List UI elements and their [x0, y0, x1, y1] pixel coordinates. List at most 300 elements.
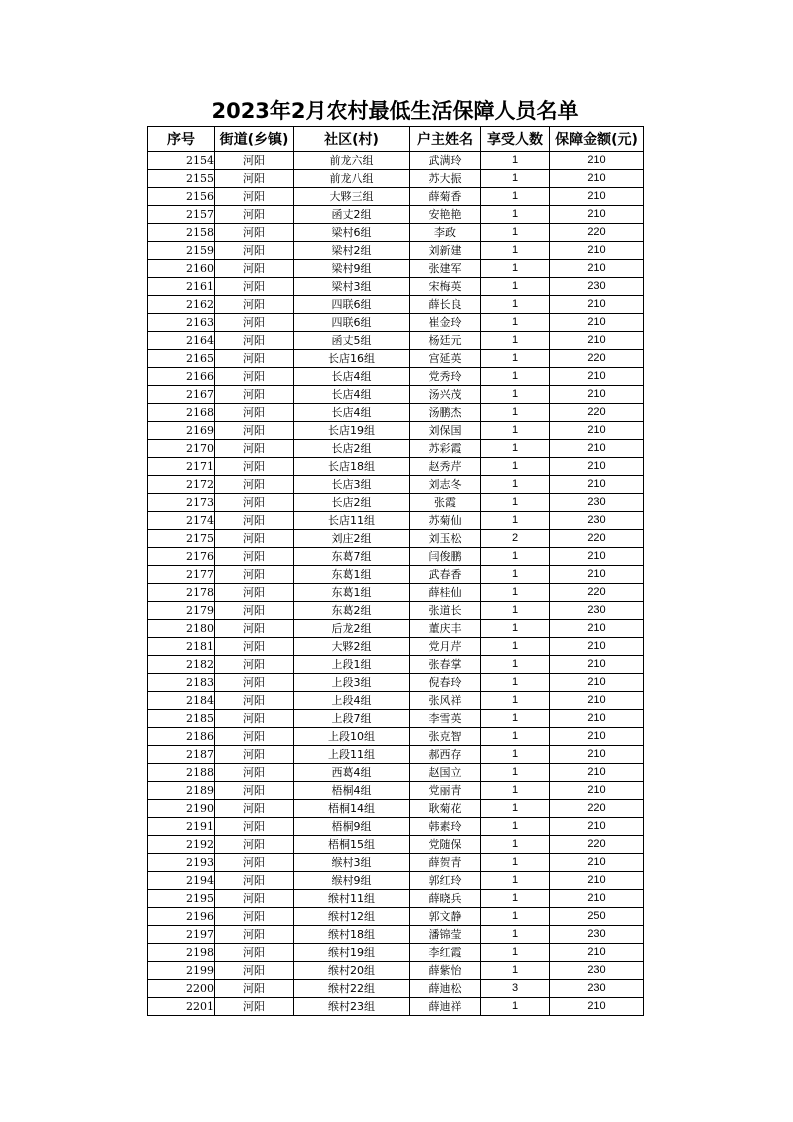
persons-cell: 1: [481, 458, 550, 476]
persons-cell: 1: [481, 242, 550, 260]
table-row: [148, 998, 644, 1016]
community-cell: 前龙八组: [294, 170, 410, 188]
street-cell: 河阳: [215, 404, 294, 422]
amount-cell: 210: [550, 854, 644, 872]
persons-cell: 1: [481, 998, 550, 1016]
persons-cell: 2: [481, 530, 550, 548]
header-amount: 保障金额(元): [550, 127, 644, 152]
table-row: [148, 494, 644, 512]
amount-cell: 230: [550, 278, 644, 296]
table-row: [148, 296, 644, 314]
householder-cell: 薛晓兵: [410, 890, 481, 908]
community-cell: 缑村23组: [294, 998, 410, 1016]
householder-cell: 李雪英: [410, 710, 481, 728]
community-cell: 上段3组: [294, 674, 410, 692]
table-row: [148, 908, 644, 926]
amount-cell: 210: [550, 998, 644, 1016]
persons-cell: 1: [481, 854, 550, 872]
table-row: [148, 368, 644, 386]
householder-cell: 党秀玲: [410, 368, 481, 386]
street-cell: 河阳: [215, 584, 294, 602]
persons-cell: 1: [481, 188, 550, 206]
householder-cell: 张建军: [410, 260, 481, 278]
amount-cell: 210: [550, 368, 644, 386]
householder-cell: 汤兴茂: [410, 386, 481, 404]
community-cell: 梧桐9组: [294, 818, 410, 836]
persons-cell: 1: [481, 350, 550, 368]
community-cell: 梁村6组: [294, 224, 410, 242]
persons-cell: 1: [481, 332, 550, 350]
community-cell: 东葛7组: [294, 548, 410, 566]
amount-cell: 220: [550, 800, 644, 818]
persons-cell: 1: [481, 368, 550, 386]
table-body: [148, 152, 644, 1016]
serial-cell: 2154: [148, 152, 215, 170]
amount-cell: 210: [550, 386, 644, 404]
community-cell: 长店4组: [294, 368, 410, 386]
serial-cell: 2200: [148, 980, 215, 998]
persons-cell: 1: [481, 638, 550, 656]
table-row: [148, 314, 644, 332]
householder-cell: 刘保国: [410, 422, 481, 440]
householder-cell: 安艳艳: [410, 206, 481, 224]
street-cell: 河阳: [215, 926, 294, 944]
community-cell: 上段4组: [294, 692, 410, 710]
street-cell: 河阳: [215, 620, 294, 638]
community-cell: 长店4组: [294, 404, 410, 422]
street-cell: 河阳: [215, 944, 294, 962]
amount-cell: 210: [550, 566, 644, 584]
householder-cell: 李政: [410, 224, 481, 242]
community-cell: 东葛1组: [294, 566, 410, 584]
table-row: [148, 584, 644, 602]
community-cell: 长店16组: [294, 350, 410, 368]
serial-cell: 2195: [148, 890, 215, 908]
community-cell: 梁村3组: [294, 278, 410, 296]
community-cell: 前龙六组: [294, 152, 410, 170]
table-row: [148, 764, 644, 782]
community-cell: 长店2组: [294, 494, 410, 512]
serial-cell: 2198: [148, 944, 215, 962]
serial-cell: 2169: [148, 422, 215, 440]
table-row: [148, 278, 644, 296]
community-cell: 缑村11组: [294, 890, 410, 908]
community-cell: 长店4组: [294, 386, 410, 404]
persons-cell: 1: [481, 476, 550, 494]
table-row: [148, 458, 644, 476]
street-cell: 河阳: [215, 188, 294, 206]
householder-cell: 苏大振: [410, 170, 481, 188]
persons-cell: 1: [481, 692, 550, 710]
header-persons: 享受人数: [481, 127, 550, 152]
table-row: [148, 800, 644, 818]
amount-cell: 210: [550, 260, 644, 278]
table-row: [148, 602, 644, 620]
serial-cell: 2172: [148, 476, 215, 494]
serial-cell: 2170: [148, 440, 215, 458]
amount-cell: 210: [550, 656, 644, 674]
amount-cell: 210: [550, 818, 644, 836]
persons-cell: 3: [481, 980, 550, 998]
header-householder: 户主姓名: [410, 127, 481, 152]
persons-cell: 1: [481, 890, 550, 908]
street-cell: 河阳: [215, 674, 294, 692]
street-cell: 河阳: [215, 566, 294, 584]
amount-cell: 220: [550, 224, 644, 242]
serial-cell: 2196: [148, 908, 215, 926]
householder-cell: 薛菊香: [410, 188, 481, 206]
amount-cell: 210: [550, 422, 644, 440]
amount-cell: 210: [550, 872, 644, 890]
street-cell: 河阳: [215, 638, 294, 656]
community-cell: 四联6组: [294, 296, 410, 314]
table-row: [148, 170, 644, 188]
persons-cell: 1: [481, 944, 550, 962]
householder-cell: 薛迪祥: [410, 998, 481, 1016]
persons-cell: 1: [481, 314, 550, 332]
community-cell: 长店19组: [294, 422, 410, 440]
table-row: [148, 926, 644, 944]
table-row: [148, 656, 644, 674]
street-cell: 河阳: [215, 206, 294, 224]
householder-cell: 武满玲: [410, 152, 481, 170]
householder-cell: 党随保: [410, 836, 481, 854]
amount-cell: 210: [550, 746, 644, 764]
amount-cell: 210: [550, 728, 644, 746]
community-cell: 四联6组: [294, 314, 410, 332]
householder-cell: 张春掌: [410, 656, 481, 674]
serial-cell: 2158: [148, 224, 215, 242]
community-cell: 大夥三组: [294, 188, 410, 206]
serial-cell: 2168: [148, 404, 215, 422]
householder-cell: 苏菊仙: [410, 512, 481, 530]
serial-cell: 2190: [148, 800, 215, 818]
persons-cell: 1: [481, 548, 550, 566]
persons-cell: 1: [481, 512, 550, 530]
amount-cell: 210: [550, 440, 644, 458]
serial-cell: 2165: [148, 350, 215, 368]
table-row: [148, 782, 644, 800]
community-cell: 缑村20组: [294, 962, 410, 980]
serial-cell: 2187: [148, 746, 215, 764]
serial-cell: 2183: [148, 674, 215, 692]
householder-cell: 党月芹: [410, 638, 481, 656]
serial-cell: 2161: [148, 278, 215, 296]
serial-cell: 2193: [148, 854, 215, 872]
table-row: [148, 152, 644, 170]
persons-cell: 1: [481, 926, 550, 944]
persons-cell: 1: [481, 170, 550, 188]
serial-cell: 2185: [148, 710, 215, 728]
table-row: [148, 818, 644, 836]
street-cell: 河阳: [215, 980, 294, 998]
street-cell: 河阳: [215, 170, 294, 188]
street-cell: 河阳: [215, 854, 294, 872]
serial-cell: 2181: [148, 638, 215, 656]
persons-cell: 1: [481, 800, 550, 818]
street-cell: 河阳: [215, 152, 294, 170]
householder-cell: 李红霞: [410, 944, 481, 962]
persons-cell: 1: [481, 278, 550, 296]
street-cell: 河阳: [215, 746, 294, 764]
serial-cell: 2186: [148, 728, 215, 746]
persons-cell: 1: [481, 818, 550, 836]
street-cell: 河阳: [215, 692, 294, 710]
serial-cell: 2167: [148, 386, 215, 404]
persons-cell: 1: [481, 584, 550, 602]
persons-cell: 1: [481, 908, 550, 926]
community-cell: 缑村9组: [294, 872, 410, 890]
community-cell: 函丈5组: [294, 332, 410, 350]
amount-cell: 250: [550, 908, 644, 926]
community-cell: 上段7组: [294, 710, 410, 728]
community-cell: 上段1组: [294, 656, 410, 674]
serial-cell: 2201: [148, 998, 215, 1016]
street-cell: 河阳: [215, 224, 294, 242]
serial-cell: 2176: [148, 548, 215, 566]
table-row: [148, 746, 644, 764]
street-cell: 河阳: [215, 764, 294, 782]
householder-cell: 郭文静: [410, 908, 481, 926]
table-row: [148, 332, 644, 350]
householder-cell: 薛贺青: [410, 854, 481, 872]
street-cell: 河阳: [215, 656, 294, 674]
persons-cell: 1: [481, 764, 550, 782]
street-cell: 河阳: [215, 278, 294, 296]
table-row: [148, 512, 644, 530]
amount-cell: 210: [550, 620, 644, 638]
householder-cell: 党丽青: [410, 782, 481, 800]
persons-cell: 1: [481, 566, 550, 584]
householder-cell: 赵秀芹: [410, 458, 481, 476]
community-cell: 梧桐15组: [294, 836, 410, 854]
table-row: [148, 890, 644, 908]
table-row: [148, 692, 644, 710]
amount-cell: 210: [550, 890, 644, 908]
community-cell: 梁村9组: [294, 260, 410, 278]
amount-cell: 210: [550, 710, 644, 728]
community-cell: 刘庄2组: [294, 530, 410, 548]
page-title: 2023年2月农村最低生活保障人员名单: [211, 99, 579, 123]
street-cell: 河阳: [215, 836, 294, 854]
amount-cell: 230: [550, 602, 644, 620]
householder-cell: 潘锦莹: [410, 926, 481, 944]
serial-cell: 2156: [148, 188, 215, 206]
table-row: [148, 620, 644, 638]
table-row: [148, 386, 644, 404]
table-row: [148, 530, 644, 548]
amount-cell: 210: [550, 188, 644, 206]
community-cell: 长店18组: [294, 458, 410, 476]
community-cell: 缑村19组: [294, 944, 410, 962]
householder-cell: 张霞: [410, 494, 481, 512]
serial-cell: 2180: [148, 620, 215, 638]
community-cell: 函丈2组: [294, 206, 410, 224]
persons-cell: 1: [481, 710, 550, 728]
householder-cell: 武春香: [410, 566, 481, 584]
street-cell: 河阳: [215, 440, 294, 458]
community-cell: 缑村3组: [294, 854, 410, 872]
serial-cell: 2182: [148, 656, 215, 674]
householder-cell: 张道长: [410, 602, 481, 620]
serial-cell: 2157: [148, 206, 215, 224]
persons-cell: 1: [481, 782, 550, 800]
amount-cell: 210: [550, 638, 644, 656]
street-cell: 河阳: [215, 512, 294, 530]
amount-cell: 210: [550, 764, 644, 782]
street-cell: 河阳: [215, 458, 294, 476]
street-cell: 河阳: [215, 728, 294, 746]
street-cell: 河阳: [215, 242, 294, 260]
street-cell: 河阳: [215, 548, 294, 566]
persons-cell: 1: [481, 386, 550, 404]
table-row: [148, 962, 644, 980]
amount-cell: 210: [550, 548, 644, 566]
street-cell: 河阳: [215, 386, 294, 404]
householder-cell: 杨廷元: [410, 332, 481, 350]
table-row: [148, 242, 644, 260]
community-cell: 梧桐14组: [294, 800, 410, 818]
street-cell: 河阳: [215, 782, 294, 800]
serial-cell: 2177: [148, 566, 215, 584]
table-row: [148, 206, 644, 224]
persons-cell: 1: [481, 674, 550, 692]
persons-cell: 1: [481, 602, 550, 620]
serial-cell: 2192: [148, 836, 215, 854]
householder-cell: 崔金玲: [410, 314, 481, 332]
serial-cell: 2184: [148, 692, 215, 710]
serial-cell: 2159: [148, 242, 215, 260]
street-cell: 河阳: [215, 998, 294, 1016]
roster-table: [147, 126, 644, 1016]
amount-cell: 210: [550, 242, 644, 260]
amount-cell: 210: [550, 152, 644, 170]
householder-cell: 张克智: [410, 728, 481, 746]
serial-cell: 2163: [148, 314, 215, 332]
amount-cell: 210: [550, 332, 644, 350]
table-row: [148, 476, 644, 494]
persons-cell: 1: [481, 152, 550, 170]
street-cell: 河阳: [215, 890, 294, 908]
street-cell: 河阳: [215, 296, 294, 314]
table-row: [148, 566, 644, 584]
amount-cell: 230: [550, 926, 644, 944]
community-cell: 大夥2组: [294, 638, 410, 656]
householder-cell: 宫延英: [410, 350, 481, 368]
householder-cell: 郝西存: [410, 746, 481, 764]
persons-cell: 1: [481, 746, 550, 764]
householder-cell: 刘玉松: [410, 530, 481, 548]
serial-cell: 2155: [148, 170, 215, 188]
street-cell: 河阳: [215, 872, 294, 890]
householder-cell: 刘新建: [410, 242, 481, 260]
street-cell: 河阳: [215, 908, 294, 926]
persons-cell: 1: [481, 494, 550, 512]
householder-cell: 薛迪松: [410, 980, 481, 998]
amount-cell: 230: [550, 962, 644, 980]
table-row: [148, 728, 644, 746]
householder-cell: 张风祥: [410, 692, 481, 710]
householder-cell: 汤鹏杰: [410, 404, 481, 422]
amount-cell: 210: [550, 476, 644, 494]
street-cell: 河阳: [215, 422, 294, 440]
amount-cell: 220: [550, 836, 644, 854]
amount-cell: 220: [550, 404, 644, 422]
serial-cell: 2162: [148, 296, 215, 314]
street-cell: 河阳: [215, 818, 294, 836]
table-row: [148, 422, 644, 440]
street-cell: 河阳: [215, 314, 294, 332]
persons-cell: 1: [481, 656, 550, 674]
street-cell: 河阳: [215, 800, 294, 818]
street-cell: 河阳: [215, 332, 294, 350]
header-serial: 序号: [148, 127, 215, 152]
table-row: [148, 854, 644, 872]
street-cell: 河阳: [215, 260, 294, 278]
table-row: [148, 440, 644, 458]
amount-cell: 230: [550, 980, 644, 998]
community-cell: 后龙2组: [294, 620, 410, 638]
amount-cell: 210: [550, 692, 644, 710]
householder-cell: 董庆丰: [410, 620, 481, 638]
community-cell: 缑村22组: [294, 980, 410, 998]
community-cell: 缑村18组: [294, 926, 410, 944]
serial-cell: 2173: [148, 494, 215, 512]
serial-cell: 2166: [148, 368, 215, 386]
serial-cell: 2188: [148, 764, 215, 782]
amount-cell: 230: [550, 512, 644, 530]
header-street: 街道(乡镇): [215, 127, 294, 152]
persons-cell: 1: [481, 422, 550, 440]
table-row: [148, 872, 644, 890]
persons-cell: 1: [481, 962, 550, 980]
table-row: [148, 944, 644, 962]
persons-cell: 1: [481, 224, 550, 242]
amount-cell: 210: [550, 296, 644, 314]
serial-cell: 2160: [148, 260, 215, 278]
table-row: [148, 260, 644, 278]
street-cell: 河阳: [215, 350, 294, 368]
persons-cell: 1: [481, 206, 550, 224]
serial-cell: 2178: [148, 584, 215, 602]
persons-cell: 1: [481, 620, 550, 638]
amount-cell: 210: [550, 314, 644, 332]
community-cell: 东葛2组: [294, 602, 410, 620]
persons-cell: 1: [481, 260, 550, 278]
amount-cell: 210: [550, 206, 644, 224]
serial-cell: 2174: [148, 512, 215, 530]
community-cell: 上段10组: [294, 728, 410, 746]
householder-cell: 赵国立: [410, 764, 481, 782]
header-community: 社区(村): [294, 127, 410, 152]
serial-cell: 2191: [148, 818, 215, 836]
community-cell: 长店2组: [294, 440, 410, 458]
serial-cell: 2197: [148, 926, 215, 944]
householder-cell: 刘志冬: [410, 476, 481, 494]
amount-cell: 220: [550, 350, 644, 368]
persons-cell: 1: [481, 404, 550, 422]
community-cell: 长店3组: [294, 476, 410, 494]
table-row: [148, 674, 644, 692]
table-row: [148, 350, 644, 368]
householder-cell: 郭红玲: [410, 872, 481, 890]
table-row: [148, 224, 644, 242]
householder-cell: 薛紫怡: [410, 962, 481, 980]
householder-cell: 倪春玲: [410, 674, 481, 692]
serial-cell: 2179: [148, 602, 215, 620]
street-cell: 河阳: [215, 494, 294, 512]
community-cell: 东葛1组: [294, 584, 410, 602]
